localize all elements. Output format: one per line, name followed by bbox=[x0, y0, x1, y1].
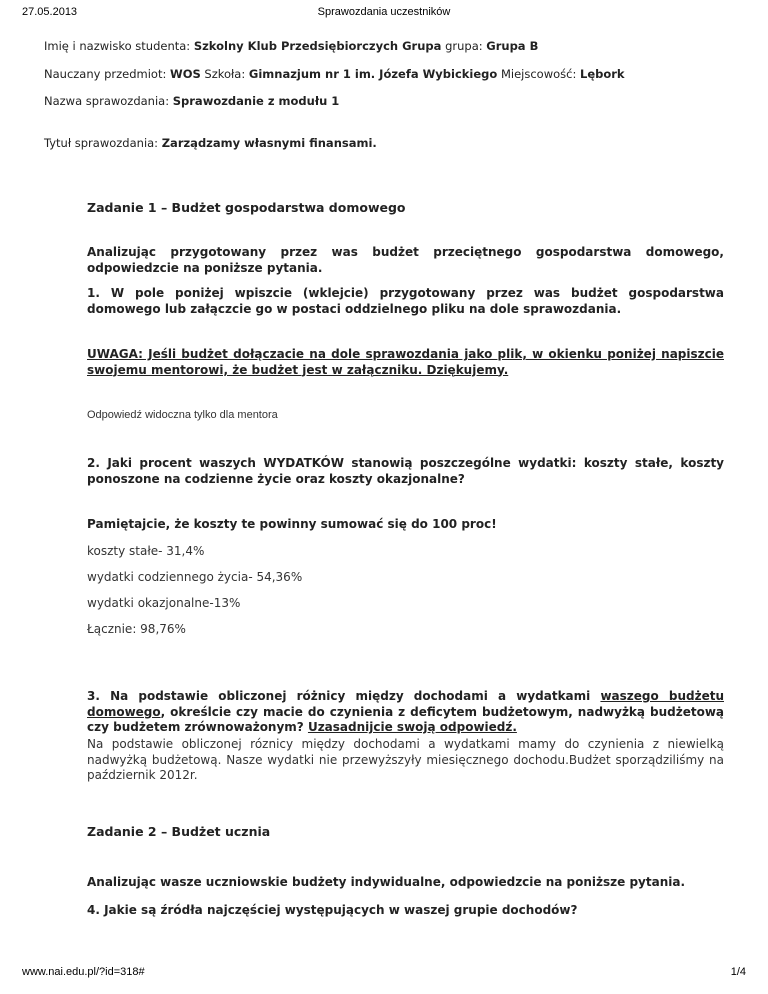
student-value: Szkolny Klub Przedsiębiorczych Grupa bbox=[193, 39, 442, 53]
task1-heading: Zadanie 1 – Budżet gospodarstwa domowego bbox=[87, 200, 406, 215]
question-2: 2. Jaki procent waszych WYDATKÓW stanowią poszczególne wydatki: koszty stałe, koszty ponoszone na codzienne życie oraz koszty okazjonalne? bbox=[87, 456, 724, 486]
answer-line: wydatki codziennego życia- 54,36% bbox=[87, 570, 303, 584]
reminder: Pamiętajcie, że koszty te powinny sumować się do 100 proc! bbox=[87, 517, 497, 531]
student-line bbox=[44, 39, 538, 53]
print-url: www.nai.edu.pl/?id=318# bbox=[22, 966, 145, 978]
print-page-number: 1/4 bbox=[730, 966, 746, 978]
question-4: 4. Jakie są źródła najczęściej występujących w waszej grupie dochodów? bbox=[87, 903, 578, 917]
task2-heading: Zadanie 2 – Budżet ucznia bbox=[87, 824, 271, 839]
question-3-text-a: 3. Na podstawie obliczonej różnicy między dochodami a wydatkami bbox=[87, 689, 601, 703]
answer-line: wydatki okazjonalne-13% bbox=[87, 596, 241, 610]
student-label: Imię i nazwisko studenta: bbox=[44, 39, 194, 53]
task2-intro: Analizując wasze uczniowskie budżety indywidualne, odpowiedzcie na poniższe pytania. bbox=[87, 875, 686, 889]
group-value: Grupa B bbox=[486, 39, 539, 53]
question-3-link-budget[interactable]: waszego budżetu domowego bbox=[87, 689, 724, 719]
print-header bbox=[0, 6, 768, 22]
mentor-only-note: Odpowiedź widoczna tylko dla mentora bbox=[87, 409, 278, 421]
question-3 bbox=[87, 689, 724, 736]
print-page-title: Sprawozdania uczestników bbox=[317, 6, 451, 18]
answer-line: koszty stałe- 31,4% bbox=[87, 544, 205, 558]
report-name-value: Sprawozdanie z modułu 1 bbox=[172, 94, 340, 108]
school-label: Szkoła: bbox=[200, 67, 249, 81]
print-date: 27.05.2013 bbox=[22, 6, 78, 18]
task1-intro: Analizując przygotowany przez was budżet przeciętnego gospodarstwa domowego, odpowiedzcie na poniższe pytania. bbox=[87, 245, 724, 275]
upload-note: UWAGA: Jeśli budżet dołączacie na dole sprawozdania jako plik, w okienku poniżej napiszcie swojemu mentorowi, że budżet jest w załączniku. Dziękujemy. bbox=[87, 347, 724, 377]
report-title-value: Zarządzamy własnymi finansami. bbox=[161, 136, 377, 150]
report-name-label: Nazwa sprawozdania: bbox=[44, 94, 173, 108]
answer-line: Łącznie: 98,76% bbox=[87, 622, 186, 636]
question-1: 1. W pole poniżej wpiszcie (wklejcie) przygotowany przez was budżet gospodarstwa domowego lub załączcie go w postaci oddzielnego pliku na dole sprawozdania. bbox=[87, 286, 724, 316]
question-3-answer: Na podstawie obliczonej róznicy między dochodami a wydatkami mamy do czynienia z niewielką nadwyżką budżetową. Nasze wydatki nie przewyższyły miesięcznego dochodu.Budżet sporządziliśmy na październik 2012r. bbox=[87, 737, 724, 782]
city-label: Miejscowość: bbox=[497, 67, 580, 81]
report-title-label: Tytuł sprawozdania: bbox=[44, 136, 162, 150]
subject-label: Nauczany przedmiot: bbox=[44, 67, 171, 81]
report-name-line bbox=[44, 94, 339, 108]
city-value: Lębork bbox=[580, 67, 625, 81]
group-label: grupa: bbox=[441, 39, 487, 53]
question-3-text-b: , określcie czy macie do czynienia z deficytem budżetowym, nadwyżką budżetową czy budżetem zrównoważonym? bbox=[87, 704, 724, 734]
subject-value: WOS bbox=[170, 67, 201, 81]
question-3-link-justify[interactable]: Uzasadnijcie swoją odpowiedź. bbox=[307, 720, 517, 734]
subject-line bbox=[44, 67, 625, 81]
school-value: Gimnazjum nr 1 im. Józefa Wybickiego bbox=[248, 67, 498, 81]
report-title-line bbox=[44, 136, 377, 150]
